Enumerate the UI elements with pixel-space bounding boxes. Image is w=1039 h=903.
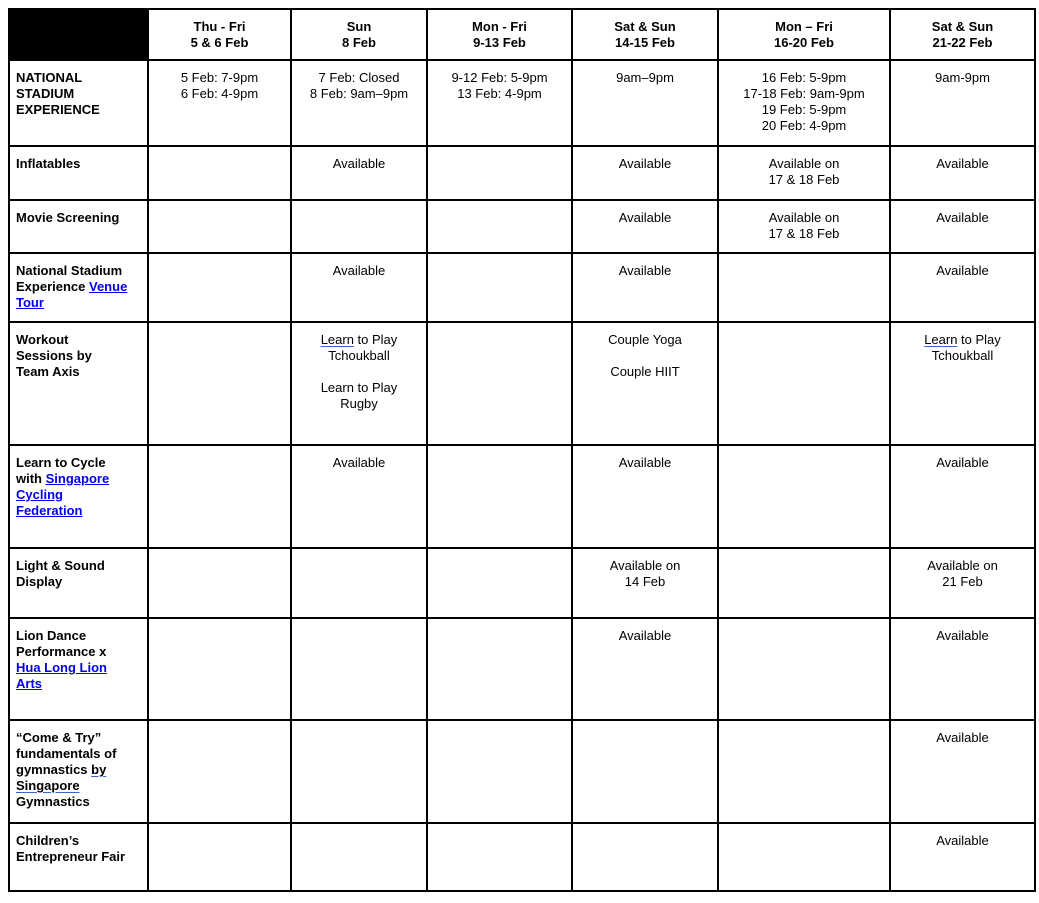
text: 7 Feb: Closed: [318, 70, 400, 85]
text: NATIONAL: [16, 70, 83, 85]
singapore-gymnastics-link[interactable]: Singapore: [16, 778, 80, 793]
text-line: [722, 70, 886, 86]
text-line: [295, 263, 423, 279]
text-line: [16, 574, 143, 590]
header-line: 16-20 Feb: [774, 34, 834, 50]
text-line: [295, 380, 423, 396]
text-line: [894, 263, 1031, 279]
text: Workout: [16, 332, 69, 347]
header-line: Mon - Fri: [472, 18, 527, 34]
cell-light-sound-display--mon-fri-9-13-feb: [427, 548, 572, 618]
text: Available: [936, 455, 989, 470]
text: Available: [332, 156, 386, 171]
text-line: [576, 558, 714, 574]
text: STADIUM: [16, 86, 75, 101]
cell-movie-screening--mon-fri-16-20-feb: [718, 200, 890, 253]
row-label-venue-tour: [9, 253, 148, 322]
corner-cell: [9, 9, 148, 60]
row-childrens-entrepreneur-fair: [9, 823, 1035, 891]
text: 9-12 Feb: 5-9pm: [451, 70, 548, 85]
text-line: [722, 156, 886, 172]
text-line: [16, 849, 143, 865]
text-line: [894, 574, 1031, 590]
text-line: [722, 226, 886, 242]
text-line: [894, 455, 1031, 471]
text-line: [722, 102, 886, 118]
text: Available: [936, 156, 989, 171]
text-line: [16, 364, 143, 380]
cell-movie-screening--thu-fri-5-6-feb: [148, 200, 291, 253]
column-header-sat-sun-14-15-feb: [572, 9, 718, 60]
row-workout-sessions-team-axis: [9, 322, 1035, 445]
text-line: [295, 455, 423, 471]
column-header-thu-fri-5-6-feb: [148, 9, 291, 60]
text-line: [16, 102, 143, 118]
hua-long-lion-arts-link[interactable]: Arts: [16, 676, 43, 691]
row-label-movie-screening: [9, 200, 148, 253]
text-line: [576, 210, 714, 226]
text: 13 Feb: 4-9pm: [457, 86, 542, 101]
text: Tchoukball: [328, 348, 390, 363]
text-line: [894, 833, 1031, 849]
text-line: [576, 156, 714, 172]
text-line: [16, 762, 143, 778]
text-line: [16, 263, 143, 279]
header-line: Sun: [346, 18, 372, 34]
text: 6 Feb: 4-9pm: [180, 86, 259, 101]
cell-light-sound-display--sun-8-feb: [291, 548, 427, 618]
text: Available on: [927, 558, 998, 573]
row-label-learn-to-cycle: [9, 445, 148, 548]
text-line: [152, 86, 287, 102]
text: Available: [936, 263, 989, 278]
cell-learn-to-cycle--sun-8-feb: [291, 445, 427, 548]
text: Entrepreneur Fair: [16, 849, 126, 864]
cell-national-stadium-experience--sun-8-feb: [291, 60, 427, 146]
cell-come-try-gymnastics--sat-sun-14-15-feb: [572, 720, 718, 823]
text-line: [16, 348, 143, 364]
text-line: [576, 455, 714, 471]
cell-learn-to-cycle--mon-fri-16-20-feb: [718, 445, 890, 548]
text-line: [894, 210, 1031, 226]
text: Light & Sound: [16, 558, 105, 573]
singapore-cycling-federation-link[interactable]: Cycling: [16, 487, 63, 502]
text-line: [16, 730, 143, 746]
text: Couple Yoga: [608, 332, 682, 347]
text: EXPERIENCE: [16, 102, 100, 117]
cell-inflatables--sat-sun-21-22-feb: [890, 146, 1035, 200]
cell-workout-sessions-team-axis--sun-8-feb: [291, 322, 427, 445]
cell-come-try-gymnastics--mon-fri-16-20-feb: [718, 720, 890, 823]
cell-childrens-entrepreneur-fair--sat-sun-21-22-feb: [890, 823, 1035, 891]
cell-childrens-entrepreneur-fair--sat-sun-14-15-feb: [572, 823, 718, 891]
header-line: Sat & Sun: [614, 18, 676, 34]
text: “Come & Try”: [16, 730, 102, 745]
cell-workout-sessions-team-axis--sat-sun-21-22-feb: [890, 322, 1035, 445]
text-line: [894, 156, 1031, 172]
hua-long-lion-arts-link[interactable]: Hua Long Lion: [16, 660, 107, 675]
text: fundamentals of: [16, 746, 117, 761]
cell-workout-sessions-team-axis--thu-fri-5-6-feb: [148, 322, 291, 445]
cell-inflatables--thu-fri-5-6-feb: [148, 146, 291, 200]
cell-learn-to-cycle--mon-fri-9-13-feb: [427, 445, 572, 548]
header-line: Sat & Sun: [931, 18, 994, 34]
text: 16 Feb: 5-9pm: [761, 70, 847, 85]
row-label-light-sound-display: [9, 548, 148, 618]
text-line: [16, 558, 143, 574]
text: Available: [936, 730, 989, 745]
text: Learn to Play: [320, 380, 398, 395]
text: Team Axis: [16, 364, 80, 379]
row-label-come-try-gymnastics: [9, 720, 148, 823]
cell-national-stadium-experience--sat-sun-14-15-feb: [572, 60, 718, 146]
text-line: [16, 156, 143, 172]
learn-tchoukball-link[interactable]: Learn: [320, 332, 354, 347]
cell-national-stadium-experience--mon-fri-9-13-feb: [427, 60, 572, 146]
cell-childrens-entrepreneur-fair--mon-fri-16-20-feb: [718, 823, 890, 891]
cell-learn-to-cycle--sat-sun-21-22-feb: [890, 445, 1035, 548]
text-line: [576, 70, 714, 86]
header-line: 21-22 Feb: [932, 34, 993, 50]
text: Couple HIIT: [610, 364, 680, 379]
text-line: [16, 471, 143, 487]
text: Experience: [16, 279, 89, 294]
cell-workout-sessions-team-axis--mon-fri-9-13-feb: [427, 322, 572, 445]
column-header-sun-8-feb: [291, 9, 427, 60]
text: to Play: [957, 332, 1001, 347]
cell-come-try-gymnastics--sun-8-feb: [291, 720, 427, 823]
text: 5 Feb: 7-9pm: [180, 70, 259, 85]
cell-lion-dance-performance--sun-8-feb: [291, 618, 427, 720]
header-line: 9-13 Feb: [473, 34, 526, 50]
text: Available: [618, 455, 672, 470]
cell-venue-tour--mon-fri-16-20-feb: [718, 253, 890, 322]
text: Available: [936, 210, 989, 225]
blank-line: [295, 364, 423, 380]
cell-movie-screening--sat-sun-21-22-feb: [890, 200, 1035, 253]
text-line: [16, 487, 143, 503]
text: Available: [618, 263, 672, 278]
text: Learn to Cycle: [16, 455, 106, 470]
row-movie-screening: [9, 200, 1035, 253]
text: 17 & 18 Feb: [768, 172, 840, 187]
text-line: [431, 70, 568, 86]
header-line: 5 & 6 Feb: [190, 34, 249, 50]
header-line: 14-15 Feb: [615, 34, 675, 50]
text: Lion Dance: [16, 628, 87, 643]
event-schedule-table: [8, 8, 1036, 892]
cell-light-sound-display--thu-fri-5-6-feb: [148, 548, 291, 618]
text-line: [894, 332, 1031, 348]
row-national-stadium-experience: [9, 60, 1035, 146]
header-line: Thu - Fri: [193, 18, 246, 34]
text: Children’s: [16, 833, 80, 848]
text-line: [16, 295, 143, 311]
cell-venue-tour--thu-fri-5-6-feb: [148, 253, 291, 322]
text-line: [16, 746, 143, 762]
text: gymnastics: [16, 762, 92, 777]
text-line: [431, 86, 568, 102]
text: Tchoukball: [931, 348, 994, 363]
text-line: [295, 86, 423, 102]
text-line: [894, 558, 1031, 574]
cell-venue-tour--sun-8-feb: [291, 253, 427, 322]
text-line: [295, 70, 423, 86]
text: 9am-9pm: [935, 70, 990, 85]
text-line: [16, 794, 143, 810]
row-come-try-gymnastics: [9, 720, 1035, 823]
text: Available: [332, 455, 386, 470]
text-line: [16, 778, 143, 794]
text-line: [16, 455, 143, 471]
column-header-mon-fri-16-20-feb: [718, 9, 890, 60]
header-line: 8 Feb: [342, 34, 376, 50]
header-line: Mon – Fri: [775, 18, 833, 34]
cell-workout-sessions-team-axis--sat-sun-14-15-feb: [572, 322, 718, 445]
text-line: [16, 279, 143, 295]
text-line: [722, 118, 886, 134]
text-line: [576, 628, 714, 644]
text: Gymnastics: [16, 794, 90, 809]
text-line: [16, 833, 143, 849]
learn-tchoukball-link[interactable]: Learn: [924, 332, 958, 347]
text-line: [295, 332, 423, 348]
row-lion-dance-performance: [9, 618, 1035, 720]
text: Available: [936, 628, 989, 643]
text: Inflatables: [16, 156, 81, 171]
text: Available on: [768, 156, 840, 171]
row-label-national-stadium-experience: [9, 60, 148, 146]
text-line: [16, 70, 143, 86]
header-row: [9, 9, 1035, 60]
cell-national-stadium-experience--thu-fri-5-6-feb: [148, 60, 291, 146]
text: 8 Feb: 9am–9pm: [309, 86, 409, 101]
text-line: [16, 332, 143, 348]
text-line: [576, 364, 714, 380]
text: Performance x: [16, 644, 107, 659]
text-line: [16, 660, 143, 676]
text: National Stadium: [16, 263, 123, 278]
text: 20 Feb: 4-9pm: [761, 118, 847, 133]
cell-movie-screening--mon-fri-9-13-feb: [427, 200, 572, 253]
singapore-cycling-federation-link[interactable]: Federation: [16, 503, 83, 518]
text: 21 Feb: [942, 574, 983, 589]
text: Display: [16, 574, 63, 589]
text-line: [722, 172, 886, 188]
text: Available: [332, 263, 386, 278]
row-venue-tour: [9, 253, 1035, 322]
text: 14 Feb: [624, 574, 666, 589]
cell-lion-dance-performance--mon-fri-9-13-feb: [427, 618, 572, 720]
singapore-gymnastics-link[interactable]: by: [91, 762, 107, 777]
text-line: [16, 676, 143, 692]
text: Available: [618, 628, 672, 643]
text: Available: [618, 210, 672, 225]
text-line: [295, 396, 423, 412]
text: Available on: [609, 558, 681, 573]
text-line: [295, 156, 423, 172]
cell-inflatables--sat-sun-14-15-feb: [572, 146, 718, 200]
cell-light-sound-display--mon-fri-16-20-feb: [718, 548, 890, 618]
row-light-sound-display: [9, 548, 1035, 618]
cell-venue-tour--sat-sun-14-15-feb: [572, 253, 718, 322]
venue-tour-link[interactable]: Tour: [16, 295, 44, 310]
text: 19 Feb: 5-9pm: [761, 102, 847, 117]
row-label-workout-sessions-team-axis: [9, 322, 148, 445]
cell-venue-tour--sat-sun-21-22-feb: [890, 253, 1035, 322]
text: Available: [618, 156, 672, 171]
venue-tour-link[interactable]: Venue: [89, 279, 128, 294]
text-line: [894, 348, 1031, 364]
cell-movie-screening--sun-8-feb: [291, 200, 427, 253]
cell-childrens-entrepreneur-fair--sun-8-feb: [291, 823, 427, 891]
text-line: [152, 70, 287, 86]
text: with: [16, 471, 46, 486]
text: 17 & 18 Feb: [768, 226, 840, 241]
blank-line: [576, 348, 714, 364]
cell-come-try-gymnastics--mon-fri-9-13-feb: [427, 720, 572, 823]
cell-light-sound-display--sat-sun-14-15-feb: [572, 548, 718, 618]
row-inflatables: [9, 146, 1035, 200]
cell-come-try-gymnastics--thu-fri-5-6-feb: [148, 720, 291, 823]
text-line: [894, 628, 1031, 644]
column-header-mon-fri-9-13-feb: [427, 9, 572, 60]
row-label-lion-dance-performance: [9, 618, 148, 720]
cell-venue-tour--mon-fri-9-13-feb: [427, 253, 572, 322]
cell-inflatables--mon-fri-9-13-feb: [427, 146, 572, 200]
cell-workout-sessions-team-axis--mon-fri-16-20-feb: [718, 322, 890, 445]
text-line: [576, 263, 714, 279]
text-line: [722, 86, 886, 102]
text-line: [894, 730, 1031, 746]
text-line: [576, 574, 714, 590]
cell-come-try-gymnastics--sat-sun-21-22-feb: [890, 720, 1035, 823]
cell-inflatables--sun-8-feb: [291, 146, 427, 200]
text: to Play: [353, 332, 398, 347]
text-line: [16, 86, 143, 102]
row-label-inflatables: [9, 146, 148, 200]
cell-lion-dance-performance--thu-fri-5-6-feb: [148, 618, 291, 720]
text-line: [894, 70, 1031, 86]
cell-inflatables--mon-fri-16-20-feb: [718, 146, 890, 200]
column-header-sat-sun-21-22-feb: [890, 9, 1035, 60]
text-line: [16, 503, 143, 519]
text: 9am–9pm: [616, 70, 674, 85]
cell-learn-to-cycle--thu-fri-5-6-feb: [148, 445, 291, 548]
cell-childrens-entrepreneur-fair--mon-fri-9-13-feb: [427, 823, 572, 891]
cell-lion-dance-performance--sat-sun-14-15-feb: [572, 618, 718, 720]
cell-movie-screening--sat-sun-14-15-feb: [572, 200, 718, 253]
row-label-childrens-entrepreneur-fair: [9, 823, 148, 891]
text: 17-18 Feb: 9am-9pm: [743, 86, 865, 101]
singapore-cycling-federation-link[interactable]: Singapore: [45, 471, 110, 486]
cell-light-sound-display--sat-sun-21-22-feb: [890, 548, 1035, 618]
text-line: [295, 348, 423, 364]
text: Sessions by: [16, 348, 92, 363]
text: Available: [936, 833, 989, 848]
text-line: [16, 210, 143, 226]
cell-learn-to-cycle--sat-sun-14-15-feb: [572, 445, 718, 548]
cell-lion-dance-performance--sat-sun-21-22-feb: [890, 618, 1035, 720]
cell-lion-dance-performance--mon-fri-16-20-feb: [718, 618, 890, 720]
text-line: [16, 644, 143, 660]
text: Movie Screening: [16, 210, 120, 225]
cell-national-stadium-experience--mon-fri-16-20-feb: [718, 60, 890, 146]
text: Rugby: [340, 396, 378, 411]
text: Available on: [768, 210, 840, 225]
text-line: [576, 332, 714, 348]
cell-childrens-entrepreneur-fair--thu-fri-5-6-feb: [148, 823, 291, 891]
text-line: [722, 210, 886, 226]
text-line: [16, 628, 143, 644]
row-learn-to-cycle: [9, 445, 1035, 548]
cell-national-stadium-experience--sat-sun-21-22-feb: [890, 60, 1035, 146]
